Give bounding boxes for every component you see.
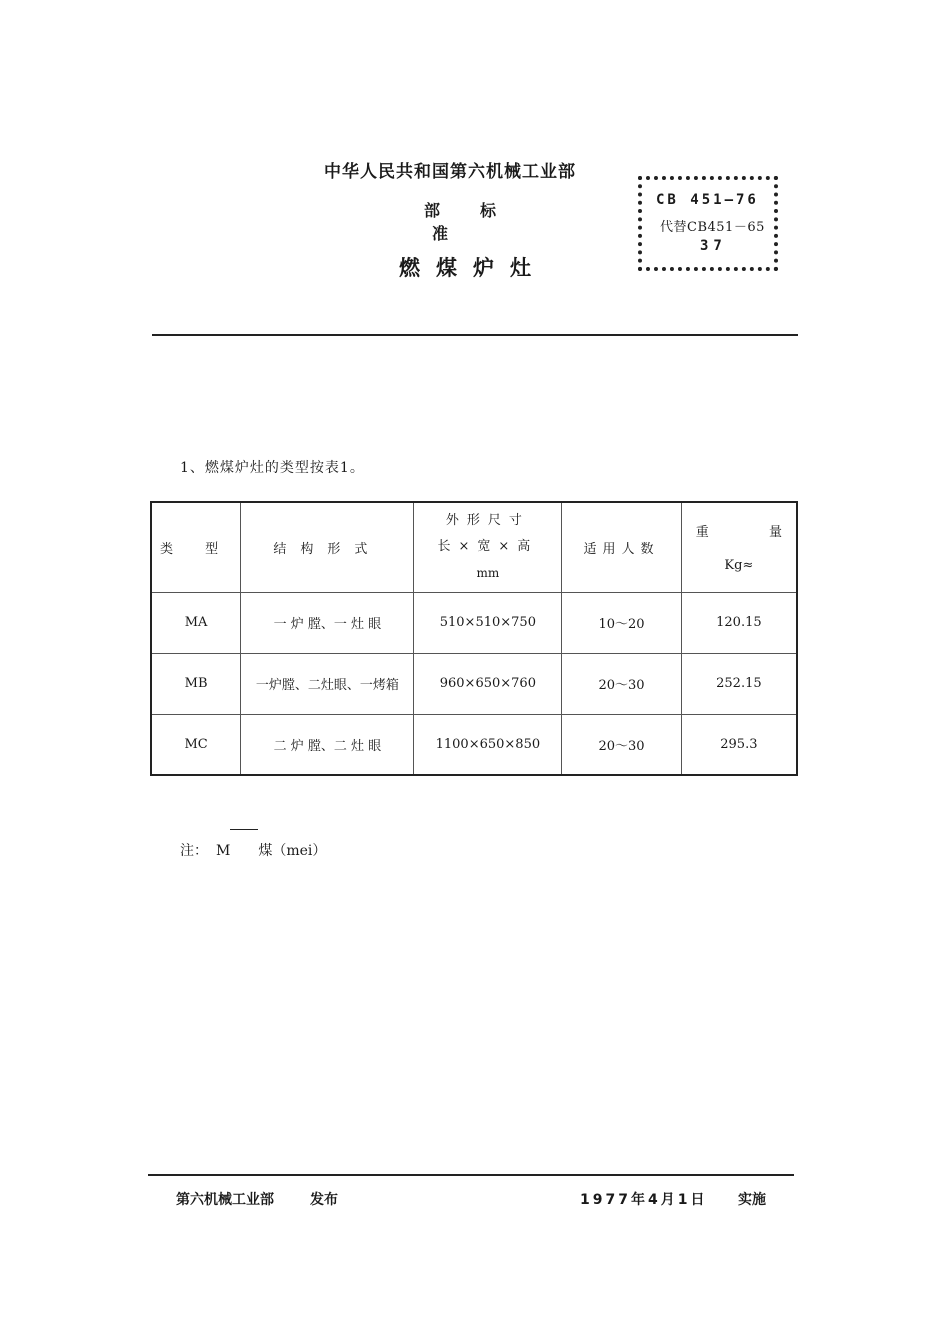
cell-persons: 10～20 [562, 592, 682, 653]
effective-date: 1977年4月1日 [580, 1192, 708, 1208]
note-meaning: 煤（mei） [258, 843, 327, 859]
header-dimensions [414, 502, 562, 592]
page-title: 燃煤炉灶 [399, 256, 547, 280]
cell-dimensions: 960×650×760 [414, 653, 562, 714]
cell-structure: 一 炉 膛、一 灶 眼 [241, 592, 414, 653]
standard-kind: 部标准 [423, 201, 536, 243]
cell-weight: 295.3 [681, 714, 797, 775]
header-dim-axes: 长×宽×高 [437, 539, 539, 555]
footer-rule [148, 1174, 794, 1176]
cell-dimensions: 1100×650×850 [414, 714, 562, 775]
ministry-name: 中华人民共和国第六机械工业部 [324, 162, 576, 182]
header-weight-char-2: 量 [768, 525, 782, 541]
replaces-standard: 代替CB451－65 [660, 220, 765, 235]
table-row [151, 592, 797, 653]
stove-type-table [150, 501, 798, 776]
table-header-row [151, 502, 797, 592]
cell-weight: 120.15 [681, 592, 797, 653]
cell-type: MA [151, 592, 241, 653]
page-number: 37 [700, 238, 727, 254]
clause-1: 1、燃煤炉灶的类型按表1。 [180, 460, 365, 476]
header-weight [681, 502, 797, 592]
header-persons: 适用人数 [562, 502, 682, 592]
cell-persons: 20～30 [562, 714, 682, 775]
cell-weight: 252.15 [681, 653, 797, 714]
standard-number: CB 451—76 [656, 192, 759, 208]
effective-label: 实施 [738, 1192, 766, 1208]
cell-persons: 20～30 [562, 653, 682, 714]
table-note [180, 840, 326, 860]
header-structure: 结构形式 [241, 502, 414, 592]
cell-structure: 二 炉 膛、二 灶 眼 [241, 714, 414, 775]
cell-type: MC [151, 714, 241, 775]
cell-type: MB [151, 653, 241, 714]
header-dim-unit: mm [476, 566, 500, 581]
note-overline [230, 829, 258, 830]
cell-structure: 一炉膛、二灶眼、一烤箱 [241, 653, 414, 714]
published-label: 发布 [310, 1192, 338, 1208]
header-type: 类 型 [151, 502, 241, 592]
table-row [151, 714, 797, 775]
header-dim-title: 外形尺寸 [445, 513, 530, 529]
note-label: 注： [180, 843, 208, 859]
header-weight-unit: Kg≈ [724, 558, 754, 574]
note-code [216, 843, 230, 859]
cell-dimensions: 510×510×750 [414, 592, 562, 653]
note-code-text: M [216, 843, 231, 859]
header-rule [152, 334, 798, 336]
header-weight-char-1: 重 [695, 525, 709, 541]
table-row [151, 653, 797, 714]
publisher: 第六机械工业部 [176, 1192, 274, 1208]
